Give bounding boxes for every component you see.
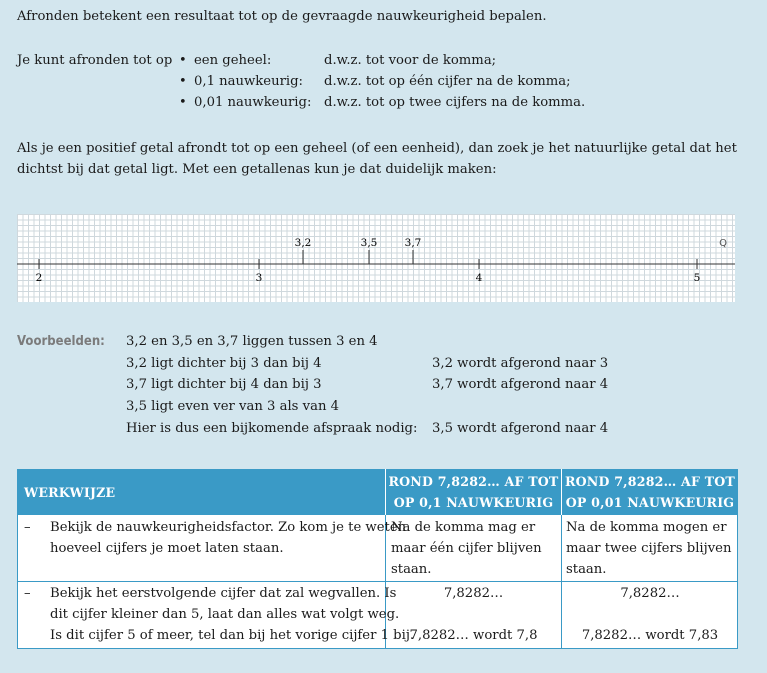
example-left-4: 3,5 ligt even ver van 3 als van 4: [126, 399, 340, 414]
label-3-5: 3,5: [360, 237, 378, 249]
example-left-5: Hier is dus een bijkomende afspraak nodig:: [126, 421, 418, 436]
rounding-label: Je kunt afronden tot op: [17, 53, 173, 68]
header-col2-line2: OP 0,1 NAUWKEURIG: [393, 495, 554, 510]
header-col3-line2: OP 0,01 NAUWKEURIG: [565, 495, 735, 510]
bullet-1: •: [179, 53, 187, 68]
row1-dash: –: [24, 520, 31, 535]
row1-col2-line1: Na de komma mag er: [391, 520, 536, 535]
label-4: 4: [475, 272, 483, 285]
option-2-desc: d.w.z. tot op één cijfer na de komma;: [324, 74, 571, 89]
example-left-3: 3,7 ligt dichter bij 4 dan bij 3: [126, 377, 322, 392]
row2-step-line1: Bekijk het eerstvolgende cijfer dat zal wegvallen. Is: [50, 586, 397, 601]
method-table: [17, 469, 738, 649]
row1-col2-line2: maar één cijfer blijven: [391, 541, 542, 556]
row2-col2-top: 7,8282…: [443, 586, 504, 601]
header-col3-line1: ROND 7,8282… AF TOT: [564, 474, 736, 489]
intro-text: Afronden betekent een resultaat tot op de gevraagde nauwkeurigheid bepalen.: [17, 9, 547, 24]
option-1-name: een geheel:: [194, 53, 272, 68]
example-right-2: 3,2 wordt afgerond naar 3: [432, 356, 609, 371]
row2-col3-bottom: 7,8282… wordt 7,83: [581, 628, 719, 643]
row2-col3-top: 7,8282…: [620, 586, 680, 601]
example-right-3: 3,7 wordt afgerond naar 4: [432, 377, 609, 392]
bullet-2: •: [179, 74, 187, 89]
number-line-panel: [17, 214, 735, 302]
example-left-1: 3,2 en 3,5 en 3,7 liggen tussen 3 en 4: [126, 334, 378, 349]
row1-step-line1: Bekijk de nauwkeurigheidsfactor. Zo kom je te weten: [50, 520, 407, 535]
option-3-desc: d.w.z. tot op twee cijfers na de komma.: [324, 95, 586, 110]
examples-label: Voorbeelden:: [17, 334, 105, 349]
label-2: 2: [35, 272, 43, 285]
bullet-3: •: [179, 95, 187, 110]
option-1-desc: d.w.z. tot voor de komma;: [324, 53, 497, 68]
row2-dash: –: [24, 586, 31, 601]
explanation-paragraph: Als je een positief getal afrondt tot op een geheel (of een eenheid), dan zoek je het natuurlijke getal dat het dichtst bij dat getal ligt. Met een getallenas kun je dat duidelijk maken:: [17, 141, 737, 177]
row1-col3-line1: Na de komma mogen er: [566, 520, 727, 535]
option-2-name: 0,1 nauwkeurig:: [194, 74, 303, 89]
row2-step-line3: Is dit cijfer 5 of meer, tel dan bij het vorige cijfer 1 bij.: [50, 628, 415, 643]
bottom-border: [17, 648, 738, 649]
row1-col2-line3: staan.: [391, 562, 432, 577]
header-divider-2: [561, 469, 562, 515]
header-col2-line1: ROND 7,8282… AF TOT: [388, 474, 559, 489]
option-3-name: 0,01 nauwkeurig:: [194, 95, 312, 110]
number-line-svg: [17, 214, 735, 302]
example-right-5: 3,5 wordt afgerond naar 4: [432, 421, 609, 436]
header-col3: [562, 469, 738, 515]
row2-col2-bottom: 7,8282… wordt 7,8: [409, 628, 538, 643]
row1-col3-line3: staan.: [566, 562, 607, 577]
row1-col3-line2: maar twee cijfers blijven: [566, 541, 732, 556]
axis-symbol: Q: [719, 238, 727, 249]
label-3-2: 3,2: [294, 237, 312, 249]
example-left-2: 3,2 ligt dichter bij 3 dan bij 4: [126, 356, 322, 371]
left-border: [17, 469, 18, 649]
header-method: [17, 469, 385, 515]
header-col2: [386, 469, 561, 515]
label-3-7: 3,7: [404, 237, 422, 249]
row-divider: [17, 581, 738, 582]
right-border: [737, 469, 738, 649]
label-3: 3: [255, 272, 263, 285]
row2-step-line2: dit cijfer kleiner dan 5, laat dan alles wat volgt weg.: [50, 607, 400, 622]
header-method-text: WERKWIJZE: [24, 485, 116, 500]
row1-step-line2: hoeveel cijfers je moet laten staan.: [50, 541, 284, 556]
label-5: 5: [693, 272, 701, 285]
